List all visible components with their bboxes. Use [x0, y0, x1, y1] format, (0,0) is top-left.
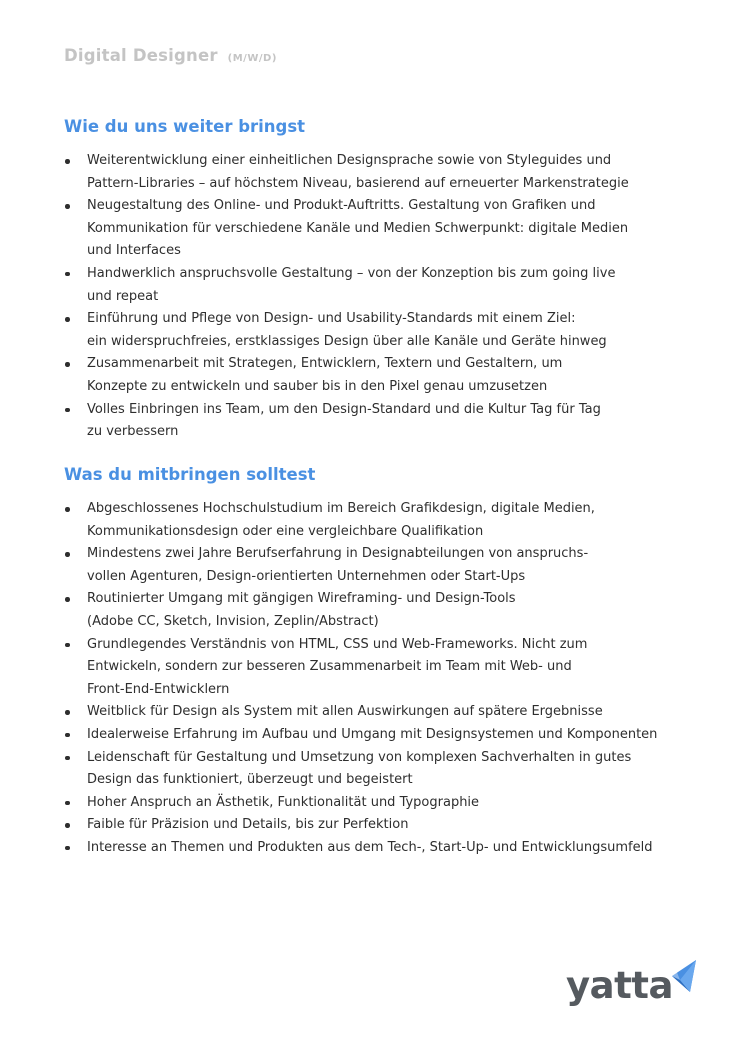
list-item-line: Einführung und Pflege von Design- und Usability-Standards mit einem Ziel: — [87, 311, 576, 327]
list-item — [64, 150, 684, 195]
page-title — [64, 46, 277, 65]
list-item — [64, 792, 684, 815]
section-heading-tasks: Wie du uns weiter bringst — [64, 117, 306, 136]
list-item-line: Weitblick für Design als System mit allen Auswirkungen auf spätere Ergebnisse — [87, 704, 603, 720]
list-item-line: Kommunikation für verschiedene Kanäle und Medien Schwerpunkt: digitale Medien — [87, 220, 629, 236]
list-item-line: Front-End-Entwicklern — [87, 681, 230, 697]
list-item-line: Entwickeln, sondern zur besseren Zusammenarbeit im Team mit Web- und — [87, 659, 572, 675]
list-item-line: ein widerspruchfreies, erstklassiges Design über alle Kanäle und Geräte hinweg — [87, 333, 607, 349]
list-item-line: Mindestens zwei Jahre Berufserfahrung in Designabteilungen von anspruchs- — [87, 546, 589, 562]
list-item-line: Handwerklich anspruchsvolle Gestaltung – von der Konzeption bis zum going live — [87, 265, 616, 281]
list-item — [64, 195, 684, 263]
list-item — [64, 263, 684, 308]
list-item-line: zu verbessern — [87, 424, 179, 440]
list-item — [64, 498, 684, 543]
page-title-suffix: (M/W/D) — [227, 53, 277, 64]
tasks-list — [64, 150, 684, 444]
list-item — [64, 747, 684, 792]
list-item — [64, 724, 684, 747]
list-item-line: Kommunikationsdesign oder eine vergleichbare Qualifikation — [87, 523, 484, 539]
list-item-line: Abgeschlossenes Hochschulstudium im Bereich Grafikdesign, digitale Medien, — [87, 501, 595, 516]
list-item-line: Volles Einbringen ins Team, um den Design-Standard und die Kultur Tag für Tag — [87, 401, 601, 417]
list-item — [64, 308, 684, 353]
requirements-list — [64, 498, 684, 860]
list-item-line: und repeat — [87, 288, 159, 304]
list-item-line: Grundlegendes Verständnis von HTML, CSS und Web-Frameworks. Nicht zum — [87, 636, 588, 652]
list-item — [64, 353, 684, 398]
list-item — [64, 634, 684, 702]
list-item-line: Neugestaltung des Online- und Produkt-Auftritts. Gestaltung von Grafiken und — [87, 198, 596, 214]
section-heading-requirements: Was du mitbringen solltest — [64, 465, 316, 484]
list-item-line: Faible für Präzision und Details, bis zur Perfektion — [87, 817, 409, 833]
company-logo — [566, 958, 700, 1016]
list-item — [64, 701, 684, 724]
list-item-line: Design das funktioniert, überzeugt und begeistert — [87, 772, 413, 788]
list-item — [64, 588, 684, 633]
list-item-line: (Adobe CC, Sketch, Invision, Zeplin/Abstract) — [87, 613, 379, 629]
list-item-line: Interesse an Themen und Produkten aus dem Tech-, Start-Up- und Entwicklungsumfeld — [87, 839, 653, 855]
list-item-line: Konzepte zu entwickeln und sauber bis in den Pixel genau umzusetzen — [87, 378, 548, 394]
list-item-line: Routinierter Umgang mit gängigen Wireframing- und Design-Tools — [87, 591, 516, 607]
list-item — [64, 837, 684, 860]
logo-wordmark: yatta — [566, 964, 673, 1007]
list-item-line: vollen Agenturen, Design-orientierten Unternehmen oder Start-Ups — [87, 568, 526, 584]
list-item-line: Pattern-Libraries – auf höchstem Niveau, basierend auf erneuerter Markenstrategie — [87, 175, 629, 191]
page-title-text: Digital Designer — [64, 46, 218, 65]
list-item — [64, 543, 684, 588]
list-item-line: Leidenschaft für Gestaltung und Umsetzung von komplexen Sachverhalten in gutes — [87, 749, 632, 765]
list-item-line: Hoher Anspruch an Ästhetik, Funktionalität und Typographie — [87, 794, 480, 810]
list-item-line: Zusammenarbeit mit Strategen, Entwicklern, Textern und Gestaltern, um — [87, 356, 563, 372]
paper-plane-icon — [666, 958, 700, 998]
list-item — [64, 399, 684, 444]
list-item-line: und Interfaces — [87, 243, 181, 259]
list-item — [64, 814, 684, 837]
list-item-line: Idealerweise Erfahrung im Aufbau und Umgang mit Designsystemen und Komponenten — [87, 726, 658, 742]
list-item-line: Weiterentwicklung einer einheitlichen Designsprache sowie von Styleguides und — [87, 153, 612, 168]
